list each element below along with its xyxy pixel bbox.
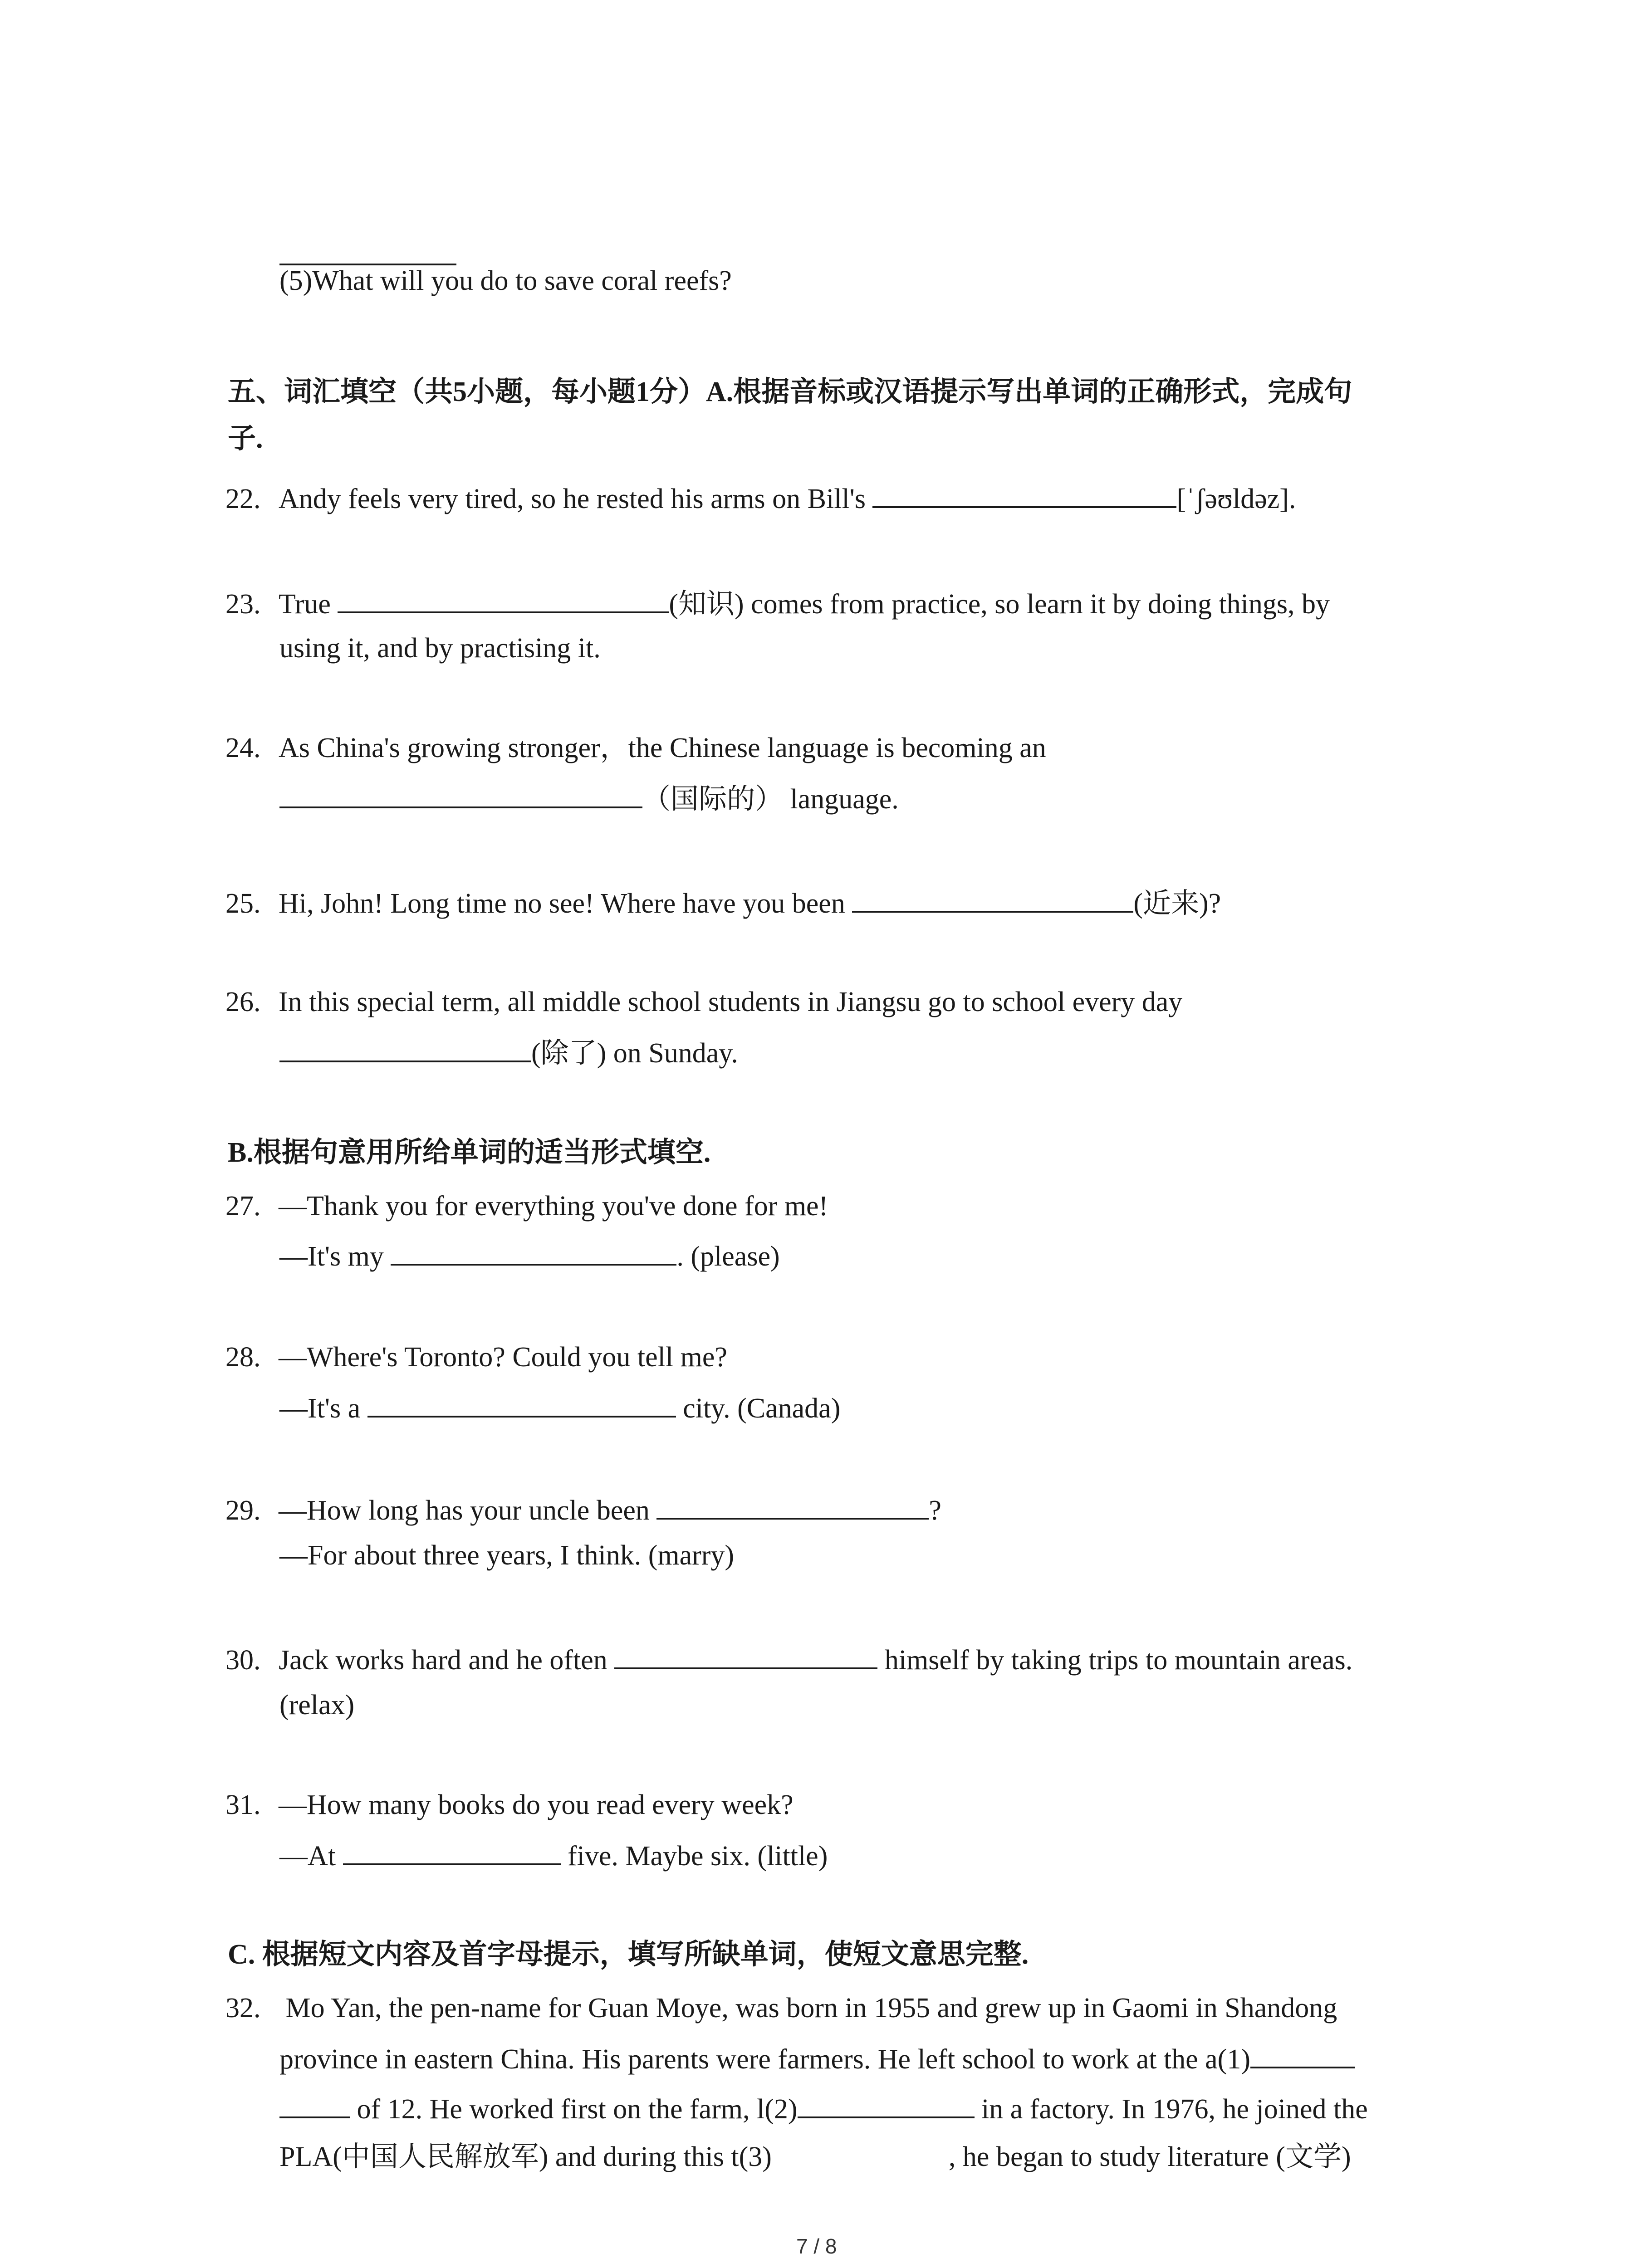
answer-blank[interactable]: [656, 1492, 929, 1520]
question-24: [225, 731, 1046, 765]
question-text: Andy feels very tired, so he rested his arms on Bill's: [279, 484, 873, 514]
question-number: 27.: [225, 1191, 261, 1222]
question-text: —At: [279, 1841, 343, 1872]
passage-text: Mo Yan, the pen-name for Guan Moye, was born in 1955 and grew up in Gaomi in Shandong: [279, 1993, 1337, 2024]
page-number: 7 / 8: [796, 2234, 837, 2258]
passage-line-3: [279, 2091, 1368, 2126]
question-number: 30.: [225, 1645, 261, 1676]
question-text: Jack works hard and he often: [279, 1645, 615, 1676]
question-text: —Thank you for everything you've done for me!: [279, 1191, 828, 1222]
passage-text: PLA(中国人民解放军) and during this t(3): [279, 2141, 772, 2172]
passage-text: province in eastern China. His parents were farmers. He left school to work at the a(1): [279, 2044, 1250, 2075]
answer-blank[interactable]: [614, 1642, 877, 1669]
question-number: 32.: [225, 1993, 261, 2024]
question-29-cont: —For about three years, I think. (marry): [279, 1540, 735, 1571]
question-23-cont: using it, and by practising it.: [279, 633, 601, 664]
question-32: [225, 1991, 1337, 2025]
section-five-title: 五、词汇填空（共5小题，每小题1分）A.根据音标或汉语提示写出单词的正确形式，完成句: [228, 376, 1352, 407]
question-hint: ?: [929, 1495, 941, 1526]
question-number: 31.: [225, 1789, 261, 1820]
answer-blank[interactable]: [279, 1035, 531, 1062]
question-text: —How long has your uncle been: [279, 1495, 657, 1526]
question-number: 23.: [225, 589, 261, 620]
answer-blank[interactable]: [1250, 2041, 1355, 2068]
question-31: [225, 1788, 794, 1822]
question-22: [225, 481, 1296, 516]
question-number: 22.: [225, 484, 261, 514]
question-hint: (近来)?: [1133, 888, 1221, 919]
question-25: [225, 885, 1221, 920]
question-hint: [ˈʃəʊldəz].: [1176, 484, 1296, 514]
question-23: [225, 586, 1330, 621]
question-hint: . (please): [676, 1241, 780, 1272]
question-text: Hi, John! Long time no see! Where have you been: [279, 888, 852, 919]
question-text: —Where's Toronto? Could you tell me?: [279, 1342, 727, 1373]
answer-blank[interactable]: [391, 1238, 676, 1266]
section-c-title: C. 根据短文内容及首字母提示，填写所缺单词，使短文意思完整.: [228, 1939, 1029, 1970]
answer-blank[interactable]: [852, 885, 1133, 913]
question-28-cont: [279, 1390, 840, 1425]
answer-blank[interactable]: [338, 586, 669, 613]
question-30: [225, 1642, 1352, 1677]
question-26: [225, 985, 1182, 1019]
question-number: 24.: [225, 733, 261, 763]
question-27: [225, 1189, 828, 1223]
passage-text: of 12. He worked first on the farm, l(2): [350, 2094, 798, 2125]
question-text: —It's my: [279, 1241, 391, 1272]
answer-blank[interactable]: [279, 781, 642, 808]
passage-line-4: [279, 2140, 1351, 2174]
answer-blank[interactable]: [343, 1838, 561, 1865]
question-text: True: [279, 589, 338, 620]
question-31-cont: [279, 1838, 828, 1873]
question-27-cont: [279, 1238, 780, 1273]
section-five-title-cont: 子.: [228, 423, 263, 454]
passage-text: , he began to study literature (文学): [948, 2141, 1351, 2172]
question-30-cont: (relax): [279, 1690, 355, 1721]
question-text: —How many books do you read every week?: [279, 1789, 794, 1820]
question-text: As China's growing stronger，the Chinese language is becoming an: [279, 733, 1046, 763]
question-29: [225, 1492, 941, 1527]
question-hint: five. Maybe six. (little): [560, 1841, 828, 1872]
question-hint: (知识) comes from practice, so learn it by doing things, by: [669, 589, 1330, 620]
answer-blank[interactable]: [367, 1390, 676, 1418]
passage-text: in a factory. In 1976, he joined the: [974, 2094, 1368, 2125]
answer-blank[interactable]: [872, 481, 1176, 508]
question-28: [225, 1340, 727, 1374]
question-number: 28.: [225, 1342, 261, 1373]
question-number: 25.: [225, 888, 261, 919]
question-hint: (除了) on Sunday.: [531, 1038, 738, 1069]
passage-line-2: [279, 2041, 1355, 2076]
question-24-cont: [279, 781, 899, 816]
question-hint: city. (Canada): [676, 1393, 841, 1424]
answer-blank[interactable]: [798, 2091, 975, 2118]
question-number: 26.: [225, 987, 261, 1017]
question-hint: （国际的） language.: [642, 784, 899, 815]
question-hint: himself by taking trips to mountain areas.: [877, 1645, 1353, 1676]
question-5: (5)What will you do to save coral reefs?: [279, 265, 732, 296]
question-text: —It's a: [279, 1393, 367, 1424]
question-number: 29.: [225, 1495, 261, 1526]
answer-blank[interactable]: [279, 2091, 350, 2118]
section-b-title: B.根据句意用所给单词的适当形式填空.: [228, 1137, 711, 1168]
question-26-cont: [279, 1035, 738, 1070]
question-text: In this special term, all middle school students in Jiangsu go to school every day: [279, 987, 1183, 1017]
